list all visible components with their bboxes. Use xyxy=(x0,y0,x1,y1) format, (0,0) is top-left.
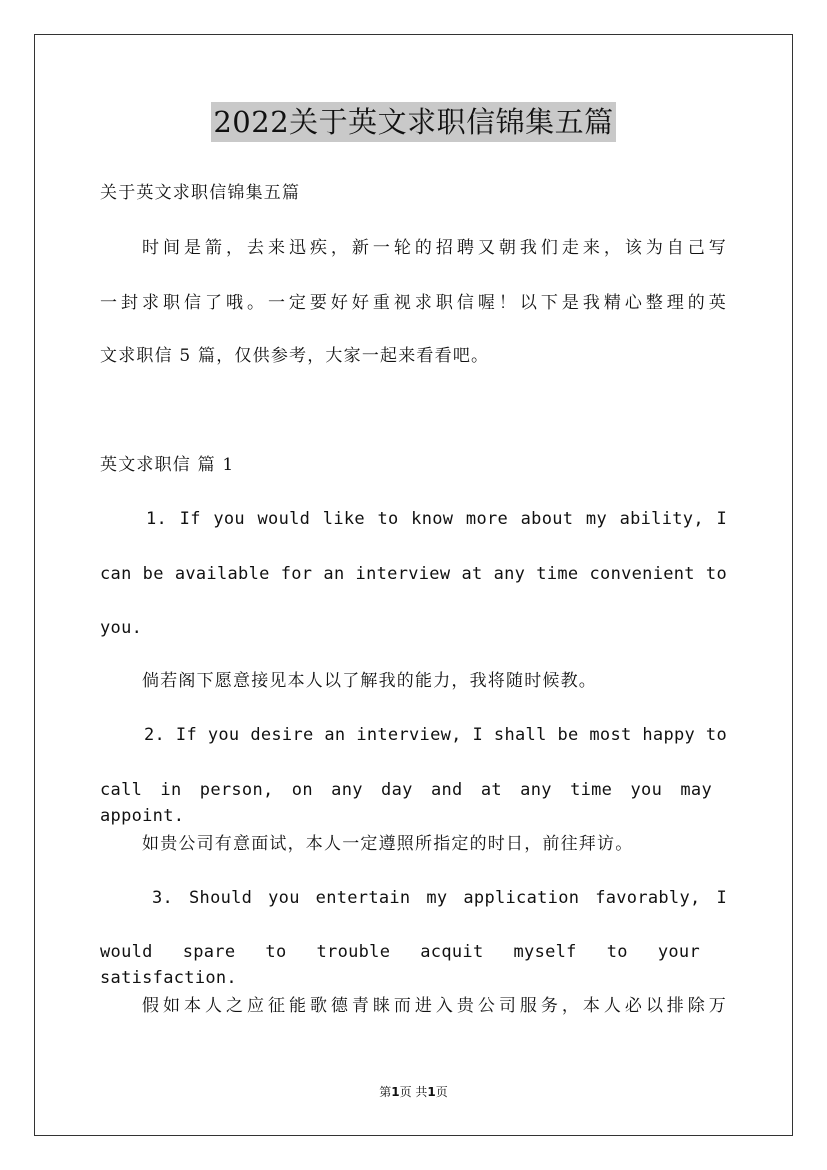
intro-line-2: 一封求职信了哦。一定要好好重视求职信喔！以下是我精心整理的英 xyxy=(100,293,727,313)
item-2-zh: 如贵公司有意面试，本人一定遵照所指定的时日，前往拜访。 xyxy=(142,834,634,854)
footer-total-suffix: 页 xyxy=(435,1085,448,1099)
page-footer xyxy=(0,1083,827,1100)
subtitle: 关于英文求职信锦集五篇 xyxy=(100,183,301,203)
document-title: 2022关于英文求职信锦集五篇 xyxy=(211,102,615,142)
item-1-en-line-2: can be available for an interview at any time convenient to xyxy=(100,564,727,584)
footer-page-prefix: 第 xyxy=(379,1085,392,1099)
item-1-en-line-3: you. xyxy=(100,618,143,638)
intro-line-1: 时间是箭，去来迅疾，新一轮的招聘又朝我们走来，该为自己写 xyxy=(142,238,727,258)
item-1-zh: 倘若阁下愿意接见本人以了解我的能力，我将随时候教。 xyxy=(142,671,597,691)
footer-total-pages: 1 xyxy=(427,1085,436,1099)
footer-page-number: 1 xyxy=(391,1085,400,1099)
item-1-en-line-1: 1. If you would like to know more about my ability, I xyxy=(146,509,727,529)
item-2-en-line-1: 2. If you desire an interview, I shall be most happy to xyxy=(144,725,727,745)
section-heading: 英文求职信 篇 1 xyxy=(100,455,235,475)
item-3-en-line-2: would spare to trouble acquit myself to your satisfaction. xyxy=(100,942,700,988)
item-3-en-line-1: 3. Should you entertain my application favorably, I xyxy=(152,888,727,908)
item-3-zh: 假如本人之应征能歌德青睐而进入贵公司服务，本人必以排除万 xyxy=(142,996,727,1016)
item-2-en-line-2: call in person, on any day and at any time you may appoint. xyxy=(100,780,712,826)
intro-line-3: 文求职信 5 篇，仅供参考，大家一起来看看吧。 xyxy=(100,346,490,366)
title-container xyxy=(0,102,827,142)
footer-page-suffix: 页 共 xyxy=(399,1085,428,1099)
